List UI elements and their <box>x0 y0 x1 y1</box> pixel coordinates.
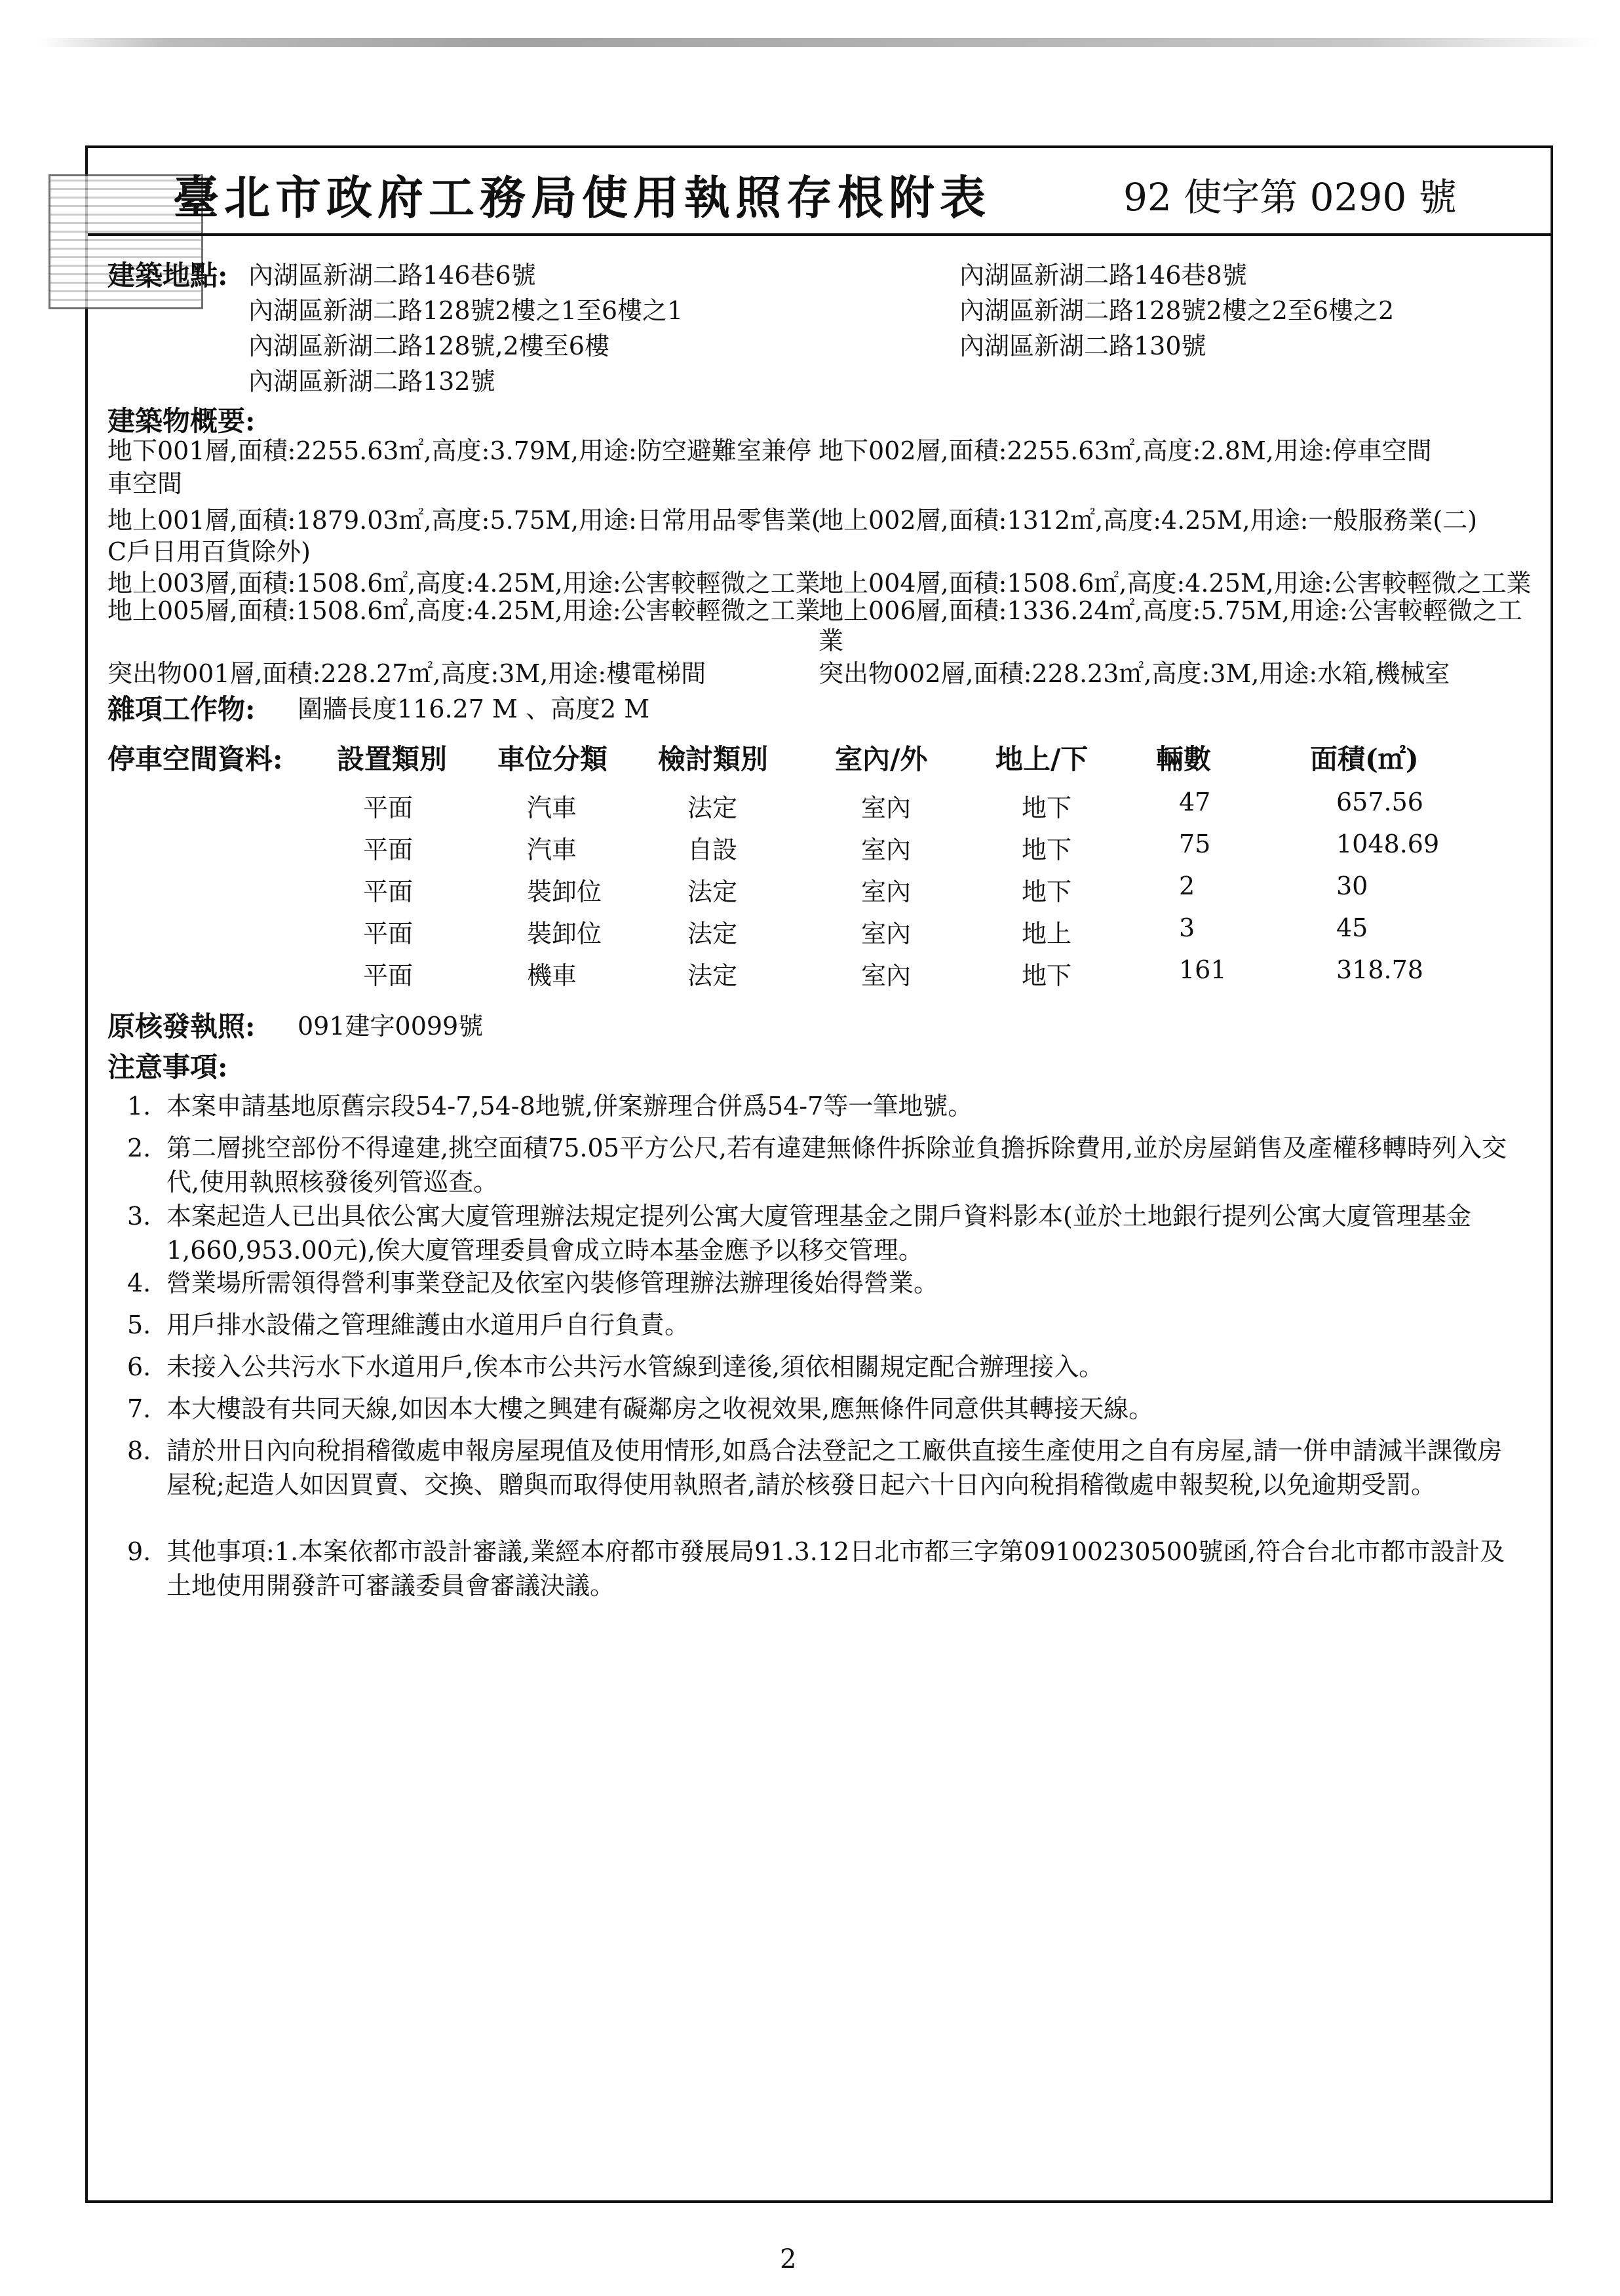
cell: 室內 <box>861 835 912 864</box>
original-permit-label: 原核發執照: <box>107 1010 256 1043</box>
cell: 地下 <box>1022 835 1072 864</box>
floor-line: 車空間 <box>107 469 183 498</box>
floor-line: 突出物002層,面積:228.23㎡,高度:3M,用途:水箱,機械室 <box>819 659 1450 688</box>
floor-line: 地下001層,面積:2255.63㎡,高度:3.79M,用途:防空避難室兼停 <box>107 436 811 465</box>
floor-line: 地上004層,面積:1508.6㎡,高度:4.25M,用途:公害較輕微之工業 <box>819 569 1532 598</box>
notes-label: 注意事項: <box>107 1051 228 1083</box>
cell: 地上 <box>1022 919 1072 948</box>
address-line: 內湖區新湖二路128號2樓之1至6樓之1 <box>248 296 684 325</box>
address-line: 內湖區新湖二路146巷8號 <box>959 261 1247 290</box>
note-item <box>127 1350 1516 1384</box>
cell: 自設 <box>687 835 738 864</box>
cell: 1048.69 <box>1336 830 1440 858</box>
floor-line: C戶日用百貨除外) <box>107 537 311 566</box>
note-number: 5. <box>127 1311 151 1339</box>
note-text: 本案起造人已出具依公寓大廈管理辦法規定提列公寓大廈管理基金之開戶資料影本(並於土地銀行提列公寓大廈管理基金1,660,953.00元),俟大廈管理委員會成立時本基金應予以移交管理。 <box>166 1202 1471 1265</box>
note-number: 2. <box>127 1134 151 1162</box>
permit-number: 92 使字第 0290 號 <box>1123 175 1457 220</box>
cell: 汽車 <box>527 835 577 864</box>
parking-header: 輛數 <box>1156 743 1212 775</box>
cell: 法定 <box>687 919 738 948</box>
parking-header: 面積(㎡) <box>1310 743 1419 775</box>
note-number: 6. <box>127 1352 151 1381</box>
cell: 161 <box>1179 955 1227 984</box>
note-number: 3. <box>127 1202 151 1231</box>
cell: 75 <box>1179 830 1211 858</box>
cell: 平面 <box>363 961 414 990</box>
cell: 3 <box>1179 913 1195 942</box>
misc-value: 圍牆長度116.27 M 、高度2 M <box>298 695 650 723</box>
cell: 657.56 <box>1336 788 1423 816</box>
address-line: 內湖區新湖二路132號 <box>248 367 495 396</box>
note-text: 未接入公共污水下水道用戶,俟本市公共污水管線到達後,須依相關規定配合辦理接入。 <box>166 1352 1104 1381</box>
note-text: 營業場所需領得營利事業登記及依室內裝修管理辦法辦理後始得營業。 <box>166 1269 939 1297</box>
cell: 法定 <box>687 877 738 906</box>
page-number: 2 <box>780 2244 797 2274</box>
note-number: 1. <box>127 1092 151 1120</box>
cell: 平面 <box>363 919 414 948</box>
note-text: 用戶排水設備之管理維護由水道用戶自行負責。 <box>166 1311 690 1339</box>
cell: 法定 <box>687 794 738 822</box>
cell: 裝卸位 <box>527 919 602 948</box>
floor-line: 地上002層,面積:1312㎡,高度:4.25M,用途:一般服務業(二) <box>819 506 1478 535</box>
site-label: 建築地點: <box>107 259 228 292</box>
cell: 室內 <box>861 919 912 948</box>
cell: 2 <box>1179 871 1195 900</box>
note-item <box>127 1392 1516 1426</box>
address-line: 內湖區新湖二路146巷6號 <box>248 261 536 290</box>
floor-line: 地上001層,面積:1879.03㎡,高度:5.75M,用途:日常用品零售業( <box>107 506 821 535</box>
misc-label: 雜項工作物: <box>107 693 256 725</box>
cell: 45 <box>1336 913 1368 942</box>
parking-header: 檢討類別 <box>658 743 769 775</box>
cell: 平面 <box>363 835 414 864</box>
floor-line: 突出物001層,面積:228.27㎡,高度:3M,用途:樓電梯間 <box>107 659 706 688</box>
parking-header: 車位分類 <box>497 743 608 775</box>
note-item <box>127 1089 1516 1123</box>
parking-header: 設置類別 <box>337 743 448 775</box>
note-item <box>127 1535 1516 1603</box>
cell: 地下 <box>1022 794 1072 822</box>
cell: 室內 <box>861 794 912 822</box>
note-item <box>127 1308 1516 1342</box>
cell: 47 <box>1179 788 1211 816</box>
floor-line: 地上003層,面積:1508.6㎡,高度:4.25M,用途:公害較輕微之工業 <box>107 569 820 598</box>
note-text: 第二層挑空部份不得違建,挑空面積75.05平方公尺,若有違建無條件拆除並負擔拆除費用,並於房屋銷售及產權移轉時列入交代,使用執照核發後列管巡查。 <box>166 1134 1507 1196</box>
document-title: 臺北市政府工務局使用執照存根附表 <box>173 170 991 225</box>
floor-line: 地上006層,面積:1336.24㎡,高度:5.75M,用途:公害較輕微之工 <box>819 596 1522 625</box>
note-item <box>127 1434 1516 1502</box>
cell: 機車 <box>527 961 577 990</box>
note-number: 9. <box>127 1537 151 1566</box>
document-frame <box>85 145 1553 2203</box>
address-line: 內湖區新湖二路128號,2樓至6樓 <box>248 332 609 360</box>
address-line: 內湖區新湖二路128號2樓之2至6樓之2 <box>959 296 1395 325</box>
header-divider <box>88 233 1551 236</box>
cell: 室內 <box>861 961 912 990</box>
address-line: 內湖區新湖二路130號 <box>959 332 1206 360</box>
cell: 法定 <box>687 961 738 990</box>
note-item <box>127 1266 1516 1300</box>
cell: 地下 <box>1022 961 1072 990</box>
note-text: 本案申請基地原舊宗段54-7,54-8地號,併案辦理合併爲54-7等一筆地號。 <box>166 1092 973 1120</box>
parking-header: 室內/外 <box>835 743 928 775</box>
note-item <box>127 1199 1516 1267</box>
cell: 平面 <box>363 877 414 906</box>
cell: 318.78 <box>1336 955 1423 984</box>
note-number: 8. <box>127 1436 151 1465</box>
note-text: 本大樓設有共同天線,如因本大樓之興建有礙鄰房之收視效果,應無條件同意供其轉接天線。 <box>166 1394 1154 1423</box>
cell: 室內 <box>861 877 912 906</box>
note-text: 其他事項:1.本案依都市設計審議,業經本府都市發展局91.3.12日北市都三字第09100230500號函,符合台北市都市設計及土地使用開發許可審議委員會審議決議。 <box>166 1537 1505 1600</box>
cell: 汽車 <box>527 794 577 822</box>
cell: 地下 <box>1022 877 1072 906</box>
parking-label: 停車空間資料: <box>107 743 283 775</box>
floor-line: 業 <box>819 626 844 655</box>
cell: 平面 <box>363 794 414 822</box>
building-label: 建築物概要: <box>107 405 256 437</box>
floor-line: 地下002層,面積:2255.63㎡,高度:2.8M,用途:停車空間 <box>819 436 1432 465</box>
original-permit-value: 091建字0099號 <box>298 1012 484 1041</box>
note-text: 請於卅日內向稅捐稽徵處申報房屋現值及使用情形,如爲合法登記之工廠供直接生產使用之自有房屋,請一併申請減半課徵房屋稅;起造人如因買賣、交換、贈與而取得使用執照者,請於核發日起六十日內向稅捐稽徵處申報契稅,以免逾期受罰。 <box>166 1436 1503 1499</box>
cell: 裝卸位 <box>527 877 602 906</box>
cell: 30 <box>1336 871 1368 900</box>
note-item <box>127 1131 1516 1199</box>
note-number: 4. <box>127 1269 151 1297</box>
floor-line: 地上005層,面積:1508.6㎡,高度:4.25M,用途:公害較輕微之工業 <box>107 596 820 625</box>
parking-header: 地上/下 <box>995 743 1089 775</box>
scan-artifact <box>39 38 1599 47</box>
note-number: 7. <box>127 1394 151 1423</box>
